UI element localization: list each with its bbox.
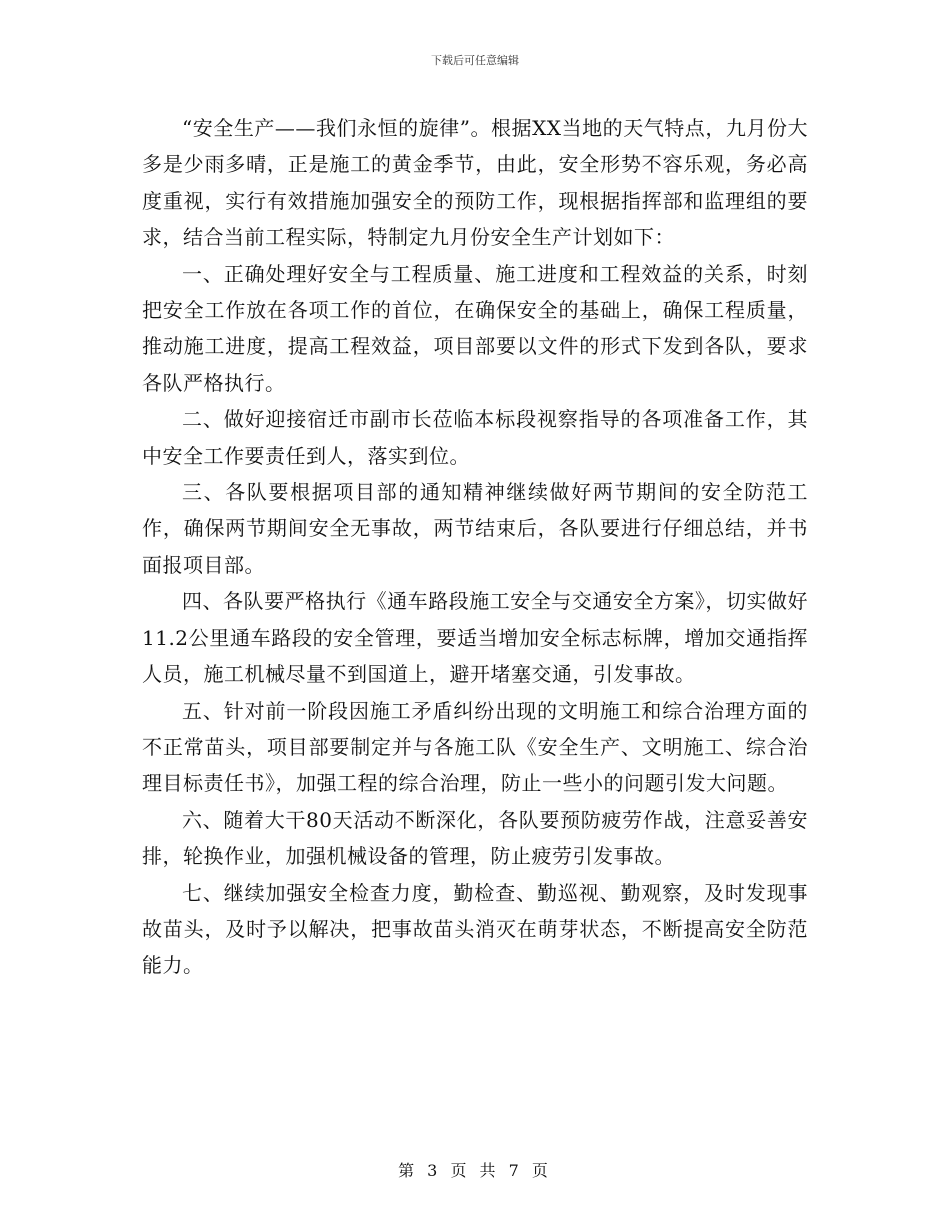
paragraph-item-4: 四、各队要严格执行《通车路段施工安全与交通安全方案》，切实做好11.2公里通车路段的安全管理，要适当增加安全标志标牌，增加交通指挥人员，施工机械尽量不到国道上，避开堵塞交通，引发事故。 [142,589,808,687]
paragraph-item-6: 六、随着大干80天活动不断深化，各队要预防疲劳作战，注意妥善安排，轮换作业，加强机械设备的管理，防止疲劳引发事故。 [142,807,808,869]
paragraph-item-3: 三、各队要根据项目部的通知精神继续做好两节期间的安全防范工作，确保两节期间安全无事故，两节结束后，各队要进行仔细总结，并书面报项目部。 [142,480,808,577]
paragraph-item-5: 五、针对前一阶段因施工矛盾纠纷出现的文明施工和综合治理方面的不正常苗头，项目部要制定并与各施工队《安全生产、文明施工、综合治理目标责任书》，加强工程的综合治理，防止一些小的问题引发大问题。 [142,698,808,796]
paragraph-item-2: 二、做好迎接宿迁市副市长莅临本标段视察指导的各项准备工作，其中安全工作要责任到人，落实到位。 [142,407,808,468]
paragraph-intro: “安全生产——我们永恒的旋律”。根据XX当地的天气特点，九月份大多是少雨多晴，正是施工的黄金季节，由此，安全形势不容乐观，务必高度重视，实行有效措施加强安全的预防工作，现根据指挥部和监理组的要求，结合当前工程实际，特制定九月份安全生产计划如下： [142,116,808,250]
header-note: 下载后可任意编辑 [431,54,519,67]
document-body [142,110,808,984]
page-number: 第 3 页 共 7 页 [398,1161,552,1180]
paragraph-item-1: 一、正确处理好安全与工程质量、施工进度和工程效益的关系，时刻把安全工作放在各项工作的首位，在确保安全的基础上，确保工程质量，推动施工进度，提高工程效益，项目部要以文件的形式下发到各队，要求各队严格执行。 [142,261,808,395]
paragraph-item-7: 七、继续加强安全检查力度，勤检查、勤巡视、勤观察，及时发现事故苗头，及时予以解决，把事故苗头消灭在萌芽状态，不断提高安全防范能力。 [142,880,808,978]
